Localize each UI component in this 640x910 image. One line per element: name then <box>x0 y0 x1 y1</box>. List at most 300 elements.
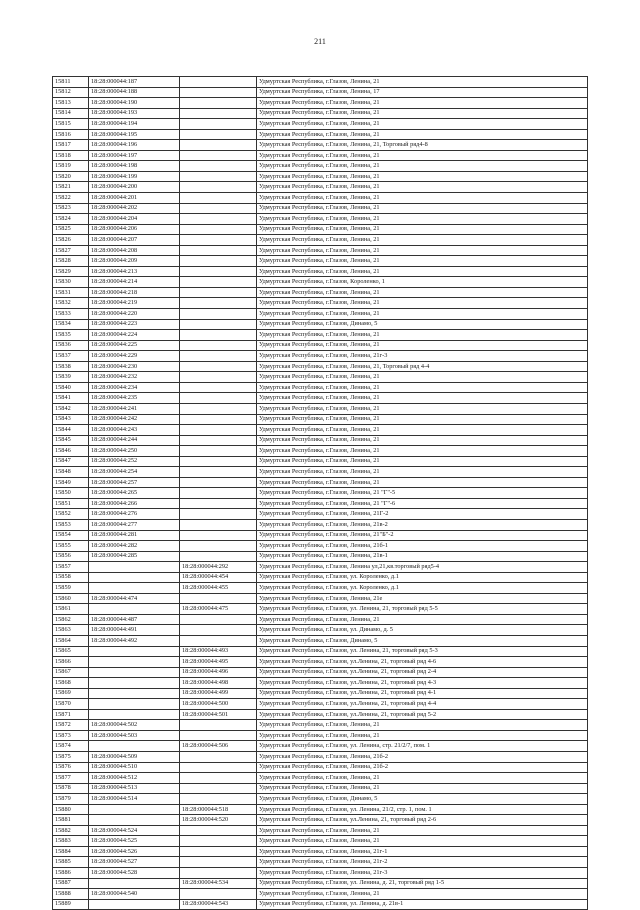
cadastral-number-alt-cell <box>180 730 257 741</box>
cadastral-number-cell <box>89 604 180 615</box>
table-row <box>53 150 588 161</box>
cadastral-number-alt-cell <box>180 77 257 88</box>
table-row <box>53 519 588 530</box>
table-row <box>53 372 588 383</box>
table-row <box>53 456 588 467</box>
row-number-cell: 15884 <box>53 846 89 857</box>
table-row <box>53 467 588 478</box>
cadastral-number-cell: 18:28:000044:241 <box>89 403 180 414</box>
cadastral-number-cell: 18:28:000044:266 <box>89 498 180 509</box>
address-cell: Удмуртская Республика, г.Глазов, ул.Ленина, 21, торговый ряд 4-4 <box>257 699 588 710</box>
cadastral-number-cell: 18:28:000044:225 <box>89 340 180 351</box>
cadastral-number-alt-cell <box>180 889 257 900</box>
address-cell: Удмуртская Республика, г.Глазов, Ленина, 21 <box>257 477 588 488</box>
table-row <box>53 277 588 288</box>
table-row <box>53 730 588 741</box>
table-row <box>53 657 588 668</box>
address-cell: Удмуртская Республика, г.Глазов, Ленина, 21 <box>257 119 588 130</box>
cadastral-number-alt-cell: 18:28:000044:455 <box>180 583 257 594</box>
table-row <box>53 393 588 404</box>
cadastral-number-cell: 18:28:000044:492 <box>89 635 180 646</box>
cadastral-number-cell: 18:28:000044:524 <box>89 825 180 836</box>
cadastral-number-cell: 18:28:000044:224 <box>89 330 180 341</box>
table-row <box>53 129 588 140</box>
row-number-cell: 15813 <box>53 98 89 109</box>
cadastral-number-cell <box>89 699 180 710</box>
table-row <box>53 678 588 689</box>
address-cell: Удмуртская Республика, г.Глазов, ул. Короленко, д.1 <box>257 583 588 594</box>
row-number-cell: 15861 <box>53 604 89 615</box>
address-cell: Удмуртская Республика, г.Глазов, ул.Ленина, 21, торговый ряд 4-1 <box>257 688 588 699</box>
cadastral-number-alt-cell <box>180 182 257 193</box>
row-number-cell: 15818 <box>53 150 89 161</box>
table-row <box>53 783 588 794</box>
address-cell: Удмуртская Республика, г.Глазов, Ленина, 21 <box>257 171 588 182</box>
row-number-cell: 15829 <box>53 266 89 277</box>
cadastral-number-alt-cell: 18:28:000044:501 <box>180 709 257 720</box>
address-cell: Удмуртская Республика, г.Глазов, Ленина, 21Г-2 <box>257 509 588 520</box>
table-row <box>53 773 588 784</box>
address-cell: Удмуртская Республика, г.Глазов, Ленина, 21, Торговый ряд 4-4 <box>257 361 588 372</box>
cadastral-number-alt-cell <box>180 435 257 446</box>
cadastral-number-cell <box>89 741 180 752</box>
cadastral-number-cell: 18:28:000044:243 <box>89 425 180 436</box>
cadastral-number-alt-cell <box>180 414 257 425</box>
row-number-cell: 15821 <box>53 182 89 193</box>
row-number-cell: 15837 <box>53 351 89 362</box>
row-number-cell: 15879 <box>53 794 89 805</box>
row-number-cell: 15838 <box>53 361 89 372</box>
address-cell: Удмуртская Республика, г.Глазов, Динамо, 5 <box>257 319 588 330</box>
row-number-cell: 15827 <box>53 245 89 256</box>
row-number-cell: 15888 <box>53 889 89 900</box>
cadastral-number-cell: 18:28:000044:206 <box>89 224 180 235</box>
registry-table <box>52 76 588 910</box>
cadastral-number-cell: 18:28:000044:229 <box>89 351 180 362</box>
address-cell: Удмуртская Республика, г.Глазов, ул.Ленина, 21, торговый ряд 2-4 <box>257 667 588 678</box>
cadastral-number-cell: 18:28:000044:196 <box>89 140 180 151</box>
table-row <box>53 382 588 393</box>
address-cell: Удмуртская Республика, г.Глазов, Ленина, 21 <box>257 214 588 225</box>
row-number-cell: 15812 <box>53 87 89 98</box>
cadastral-number-alt-cell <box>180 425 257 436</box>
cadastral-number-alt-cell: 18:28:000044:498 <box>180 678 257 689</box>
address-cell: Удмуртская Республика, г.Глазов, ул. Динамо, д. 5 <box>257 625 588 636</box>
address-cell: Удмуртская Республика, г.Глазов, Ленина, 21 <box>257 330 588 341</box>
row-number-cell: 15870 <box>53 699 89 710</box>
cadastral-number-cell: 18:28:000044:209 <box>89 256 180 267</box>
cadastral-number-cell: 18:28:000044:540 <box>89 889 180 900</box>
cadastral-number-cell: 18:28:000044:474 <box>89 593 180 604</box>
address-cell: Удмуртская Республика, г.Глазов, Ленина, 21 <box>257 425 588 436</box>
address-cell: Удмуртская Республика, г.Глазов, Ленина, 21 <box>257 435 588 446</box>
cadastral-number-alt-cell <box>180 488 257 499</box>
cadastral-number-alt-cell <box>180 498 257 509</box>
cadastral-number-cell: 18:28:000044:487 <box>89 614 180 625</box>
row-number-cell: 15877 <box>53 773 89 784</box>
address-cell: Удмуртская Республика, г.Глазов, ул. Ленина, 21, торговый ряд 5-3 <box>257 646 588 657</box>
row-number-cell: 15868 <box>53 678 89 689</box>
registry-table-body <box>53 77 588 910</box>
address-cell: Удмуртская Республика, г.Глазов, Ленина, 21 <box>257 773 588 784</box>
row-number-cell: 15864 <box>53 635 89 646</box>
address-cell: Удмуртская Республика, г.Глазов, Ленина, 21 <box>257 98 588 109</box>
table-row <box>53 878 588 889</box>
row-number-cell: 15863 <box>53 625 89 636</box>
cadastral-number-cell: 18:28:000044:252 <box>89 456 180 467</box>
row-number-cell: 15850 <box>53 488 89 499</box>
row-number-cell: 15846 <box>53 446 89 457</box>
cadastral-number-alt-cell <box>180 256 257 267</box>
table-row <box>53 340 588 351</box>
row-number-cell: 15854 <box>53 530 89 541</box>
cadastral-number-cell: 18:28:000044:285 <box>89 551 180 562</box>
address-cell: Удмуртская Республика, г.Глазов, ул. Ленина, д. 21, торговый ряд 1-5 <box>257 878 588 889</box>
address-cell: Удмуртская Республика, г.Глазов, Ленина, 21 <box>257 340 588 351</box>
row-number-cell: 15814 <box>53 108 89 119</box>
table-row <box>53 530 588 541</box>
row-number-cell: 15822 <box>53 193 89 204</box>
address-cell: Удмуртская Республика, г.Глазов, Ленина, 17 <box>257 87 588 98</box>
address-cell: Удмуртская Республика, г.Глазов, Ленина, 21 <box>257 287 588 298</box>
table-row <box>53 214 588 225</box>
address-cell: Удмуртская Республика, г.Глазов, Ленина, 21 <box>257 309 588 320</box>
table-row <box>53 604 588 615</box>
cadastral-number-cell: 18:28:000044:513 <box>89 783 180 794</box>
address-cell: Удмуртская Республика, г.Глазов, Ленина, 21 <box>257 446 588 457</box>
address-cell: Удмуртская Республика, г.Глазов, Ленина, 21 <box>257 129 588 140</box>
row-number-cell: 15817 <box>53 140 89 151</box>
address-cell: Удмуртская Республика, г.Глазов, ул. Ленина, стр. 21/2/7, пом. 1 <box>257 741 588 752</box>
row-number-cell: 15882 <box>53 825 89 836</box>
address-cell: Удмуртская Республика, г.Глазов, Ленина, 21г-3 <box>257 868 588 879</box>
row-number-cell: 15859 <box>53 583 89 594</box>
table-row <box>53 446 588 457</box>
address-cell: Удмуртская Республика, г.Глазов, Ленина, 21 <box>257 256 588 267</box>
cadastral-number-cell: 18:28:000044:235 <box>89 393 180 404</box>
cadastral-number-cell: 18:28:000044:257 <box>89 477 180 488</box>
cadastral-number-alt-cell: 18:28:000044:500 <box>180 699 257 710</box>
address-cell: Удмуртская Республика, г.Глазов, Ленина, 21в-2 <box>257 519 588 530</box>
cadastral-number-cell: 18:28:000044:242 <box>89 414 180 425</box>
address-cell: Удмуртская Республика, г.Глазов, Динамо, 5 <box>257 635 588 646</box>
row-number-cell: 15835 <box>53 330 89 341</box>
row-number-cell: 15869 <box>53 688 89 699</box>
cadastral-number-cell: 18:28:000044:202 <box>89 203 180 214</box>
row-number-cell: 15834 <box>53 319 89 330</box>
table-row <box>53 572 588 583</box>
table-row <box>53 551 588 562</box>
table-row <box>53 752 588 763</box>
cadastral-number-alt-cell <box>180 857 257 868</box>
address-cell: Удмуртская Республика, г.Глазов, Ленина, 21 <box>257 161 588 172</box>
row-number-cell: 15849 <box>53 477 89 488</box>
cadastral-number-alt-cell <box>180 193 257 204</box>
cadastral-number-cell: 18:28:000044:265 <box>89 488 180 499</box>
cadastral-number-cell: 18:28:000044:190 <box>89 98 180 109</box>
cadastral-number-alt-cell <box>180 752 257 763</box>
cadastral-number-alt-cell <box>180 98 257 109</box>
row-number-cell: 15858 <box>53 572 89 583</box>
table-row <box>53 414 588 425</box>
cadastral-number-cell <box>89 899 180 910</box>
cadastral-number-cell: 18:28:000044:250 <box>89 446 180 457</box>
cadastral-number-cell: 18:28:000044:207 <box>89 235 180 246</box>
cadastral-number-alt-cell <box>180 351 257 362</box>
cadastral-number-alt-cell <box>180 330 257 341</box>
row-number-cell: 15832 <box>53 298 89 309</box>
table-row <box>53 119 588 130</box>
row-number-cell: 15866 <box>53 657 89 668</box>
row-number-cell: 15825 <box>53 224 89 235</box>
address-cell: Удмуртская Республика, г.Глазов, Ленина, 21, Торговый ряд4-8 <box>257 140 588 151</box>
cadastral-number-cell: 18:28:000044:276 <box>89 509 180 520</box>
cadastral-number-alt-cell: 18:28:000044:454 <box>180 572 257 583</box>
row-number-cell: 15847 <box>53 456 89 467</box>
cadastral-number-cell <box>89 804 180 815</box>
table-row <box>53 182 588 193</box>
row-number-cell: 15889 <box>53 899 89 910</box>
table-row <box>53 477 588 488</box>
cadastral-number-alt-cell <box>180 868 257 879</box>
cadastral-number-alt-cell <box>180 277 257 288</box>
address-cell: Удмуртская Республика, г.Глазов, Ленина, 21 <box>257 414 588 425</box>
row-number-cell: 15880 <box>53 804 89 815</box>
table-row <box>53 77 588 88</box>
cadastral-number-cell: 18:28:000044:194 <box>89 119 180 130</box>
cadastral-number-cell: 18:28:000044:187 <box>89 77 180 88</box>
cadastral-number-cell: 18:28:000044:277 <box>89 519 180 530</box>
row-number-cell: 15815 <box>53 119 89 130</box>
address-cell: Удмуртская Республика, г.Глазов, Ленина, 21"Б"-2 <box>257 530 588 541</box>
row-number-cell: 15845 <box>53 435 89 446</box>
cadastral-number-cell: 18:28:000044:232 <box>89 372 180 383</box>
cadastral-number-cell: 18:28:000044:503 <box>89 730 180 741</box>
cadastral-number-alt-cell <box>180 87 257 98</box>
row-number-cell: 15841 <box>53 393 89 404</box>
cadastral-number-cell: 18:28:000044:491 <box>89 625 180 636</box>
row-number-cell: 15830 <box>53 277 89 288</box>
cadastral-number-alt-cell <box>180 456 257 467</box>
cadastral-number-cell: 18:28:000044:512 <box>89 773 180 784</box>
address-cell: Удмуртская Республика, г.Глазов, ул. Короленко, д.1 <box>257 572 588 583</box>
address-cell: Удмуртская Республика, г.Глазов, Ленина, 21 <box>257 298 588 309</box>
row-number-cell: 15851 <box>53 498 89 509</box>
row-number-cell: 15833 <box>53 309 89 320</box>
table-row <box>53 309 588 320</box>
row-number-cell: 15862 <box>53 614 89 625</box>
table-row <box>53 425 588 436</box>
cadastral-number-alt-cell <box>180 319 257 330</box>
cadastral-number-alt-cell <box>180 541 257 552</box>
table-row <box>53 298 588 309</box>
table-row <box>53 245 588 256</box>
cadastral-number-alt-cell <box>180 235 257 246</box>
cadastral-number-alt-cell <box>180 309 257 320</box>
row-number-cell: 15883 <box>53 836 89 847</box>
table-row <box>53 203 588 214</box>
table-row <box>53 351 588 362</box>
cadastral-number-alt-cell <box>180 382 257 393</box>
address-cell: Удмуртская Республика, г.Глазов, Ленина, 21 "Г"-6 <box>257 498 588 509</box>
address-cell: Удмуртская Республика, г.Глазов, ул. Ленина, д. 21в-1 <box>257 899 588 910</box>
cadastral-number-cell: 18:28:000044:509 <box>89 752 180 763</box>
cadastral-number-cell <box>89 562 180 573</box>
table-row <box>53 256 588 267</box>
row-number-cell: 15816 <box>53 129 89 140</box>
address-cell: Удмуртская Республика, г.Глазов, Ленина, 21г-1 <box>257 846 588 857</box>
cadastral-number-alt-cell <box>180 477 257 488</box>
cadastral-number-cell: 18:28:000044:528 <box>89 868 180 879</box>
cadastral-number-alt-cell: 18:28:000044:543 <box>180 899 257 910</box>
table-row <box>53 593 588 604</box>
table-row <box>53 815 588 826</box>
row-number-cell: 15811 <box>53 77 89 88</box>
cadastral-number-alt-cell <box>180 287 257 298</box>
cadastral-number-cell: 18:28:000044:244 <box>89 435 180 446</box>
address-cell: Удмуртская Республика, г.Глазов, Ленина, 21 <box>257 266 588 277</box>
address-cell: Удмуртская Республика, г.Глазов, Ленина, 21 <box>257 730 588 741</box>
cadastral-number-cell: 18:28:000044:514 <box>89 794 180 805</box>
row-number-cell: 15839 <box>53 372 89 383</box>
table-row <box>53 709 588 720</box>
row-number-cell: 15836 <box>53 340 89 351</box>
cadastral-number-alt-cell <box>180 530 257 541</box>
address-cell: Удмуртская Республика, г.Глазов, ул. Ленина, 21/2, стр. 1, пом. 1 <box>257 804 588 815</box>
address-cell: Удмуртская Республика, г.Глазов, Ленина, 21 <box>257 836 588 847</box>
table-row <box>53 193 588 204</box>
cadastral-number-cell: 18:28:000044:208 <box>89 245 180 256</box>
table-row <box>53 224 588 235</box>
table-row <box>53 171 588 182</box>
cadastral-number-alt-cell <box>180 773 257 784</box>
address-cell: Удмуртская Республика, г.Глазов, Ленина, 21е <box>257 593 588 604</box>
address-cell: Удмуртская Республика, г.Глазов, Ленина, 21 <box>257 614 588 625</box>
address-cell: Удмуртская Республика, г.Глазов, Ленина ул,21,кв.торговый ряд5-4 <box>257 562 588 573</box>
row-number-cell: 15874 <box>53 741 89 752</box>
address-cell: Удмуртская Республика, г.Глазов, Ленина, 21 <box>257 235 588 246</box>
address-cell: Удмуртская Республика, г.Глазов, Ленина, 21в-1 <box>257 551 588 562</box>
cadastral-number-cell <box>89 657 180 668</box>
cadastral-number-alt-cell <box>180 266 257 277</box>
row-number-cell: 15852 <box>53 509 89 520</box>
cadastral-number-cell: 18:28:000044:510 <box>89 762 180 773</box>
address-cell: Удмуртская Республика, г.Глазов, Ленина, 21 <box>257 467 588 478</box>
table-row <box>53 667 588 678</box>
row-number-cell: 15828 <box>53 256 89 267</box>
cadastral-number-alt-cell <box>180 171 257 182</box>
table-row <box>53 287 588 298</box>
cadastral-number-cell: 18:28:000044:201 <box>89 193 180 204</box>
table-row <box>53 762 588 773</box>
table-row <box>53 330 588 341</box>
table-row <box>53 741 588 752</box>
cadastral-number-cell: 18:28:000044:193 <box>89 108 180 119</box>
table-row <box>53 635 588 646</box>
table-row <box>53 541 588 552</box>
cadastral-number-cell: 18:28:000044:223 <box>89 319 180 330</box>
table-row <box>53 688 588 699</box>
address-cell: Удмуртская Республика, г.Глазов, ул.Ленина, 21, торговый ряд 4-6 <box>257 657 588 668</box>
cadastral-number-cell: 18:28:000044:234 <box>89 382 180 393</box>
cadastral-number-alt-cell: 18:28:000044:518 <box>180 804 257 815</box>
address-cell: Удмуртская Республика, г.Глазов, Ленина, 21 <box>257 108 588 119</box>
row-number-cell: 15855 <box>53 541 89 552</box>
table-row <box>53 161 588 172</box>
row-number-cell: 15843 <box>53 414 89 425</box>
cadastral-number-cell <box>89 583 180 594</box>
cadastral-number-alt-cell <box>180 161 257 172</box>
row-number-cell: 15853 <box>53 519 89 530</box>
cadastral-number-cell <box>89 709 180 720</box>
row-number-cell: 15856 <box>53 551 89 562</box>
cadastral-number-cell <box>89 646 180 657</box>
cadastral-number-cell: 18:28:000044:282 <box>89 541 180 552</box>
cadastral-number-cell: 18:28:000044:219 <box>89 298 180 309</box>
row-number-cell: 15860 <box>53 593 89 604</box>
row-number-cell: 15871 <box>53 709 89 720</box>
cadastral-number-cell: 18:28:000044:527 <box>89 857 180 868</box>
address-cell: Удмуртская Республика, г.Глазов, Динамо, 5 <box>257 794 588 805</box>
row-number-cell: 15867 <box>53 667 89 678</box>
table-row <box>53 403 588 414</box>
address-cell: Удмуртская Республика, г.Глазов, Ленина, 21г-2 <box>257 857 588 868</box>
address-cell: Удмуртская Республика, г.Глазов, Ленина, 21б-2 <box>257 752 588 763</box>
address-cell: Удмуртская Республика, г.Глазов, Ленина, 21 <box>257 456 588 467</box>
table-row <box>53 509 588 520</box>
row-number-cell: 15878 <box>53 783 89 794</box>
address-cell: Удмуртская Республика, г.Глазов, Ленина, 21 <box>257 403 588 414</box>
table-row <box>53 266 588 277</box>
cadastral-number-alt-cell <box>180 509 257 520</box>
table-row <box>53 140 588 151</box>
cadastral-number-alt-cell <box>180 224 257 235</box>
address-cell: Удмуртская Республика, г.Глазов, Ленина, 21г-3 <box>257 351 588 362</box>
cadastral-number-cell: 18:28:000044:204 <box>89 214 180 225</box>
row-number-cell: 15831 <box>53 287 89 298</box>
table-row <box>53 562 588 573</box>
cadastral-number-alt-cell <box>180 372 257 383</box>
cadastral-number-alt-cell <box>180 635 257 646</box>
row-number-cell: 15848 <box>53 467 89 478</box>
cadastral-number-alt-cell: 18:28:000044:506 <box>180 741 257 752</box>
row-number-cell: 15873 <box>53 730 89 741</box>
cadastral-number-cell: 18:28:000044:230 <box>89 361 180 372</box>
table-row <box>53 868 588 879</box>
row-number-cell: 15886 <box>53 868 89 879</box>
address-cell: Удмуртская Республика, г.Глазов, Ленина, 21 <box>257 372 588 383</box>
cadastral-number-cell: 18:28:000044:213 <box>89 266 180 277</box>
cadastral-number-cell: 18:28:000044:526 <box>89 846 180 857</box>
cadastral-number-alt-cell <box>180 361 257 372</box>
table-row <box>53 488 588 499</box>
table-row <box>53 720 588 731</box>
cadastral-number-alt-cell <box>180 593 257 604</box>
table-row <box>53 836 588 847</box>
address-cell: Удмуртская Республика, г.Глазов, Ленина, 21 <box>257 182 588 193</box>
table-row <box>53 625 588 636</box>
table-row <box>53 899 588 910</box>
row-number-cell: 15840 <box>53 382 89 393</box>
table-row <box>53 87 588 98</box>
cadastral-number-cell: 18:28:000044:198 <box>89 161 180 172</box>
row-number-cell: 15823 <box>53 203 89 214</box>
table-row <box>53 804 588 815</box>
cadastral-number-cell: 18:28:000044:214 <box>89 277 180 288</box>
address-cell: Удмуртская Республика, г.Глазов, ул.Ленина, 21, торговый ряд 2-6 <box>257 815 588 826</box>
address-cell: Удмуртская Республика, г.Глазов, Ленина, 21 <box>257 224 588 235</box>
cadastral-number-alt-cell <box>180 467 257 478</box>
